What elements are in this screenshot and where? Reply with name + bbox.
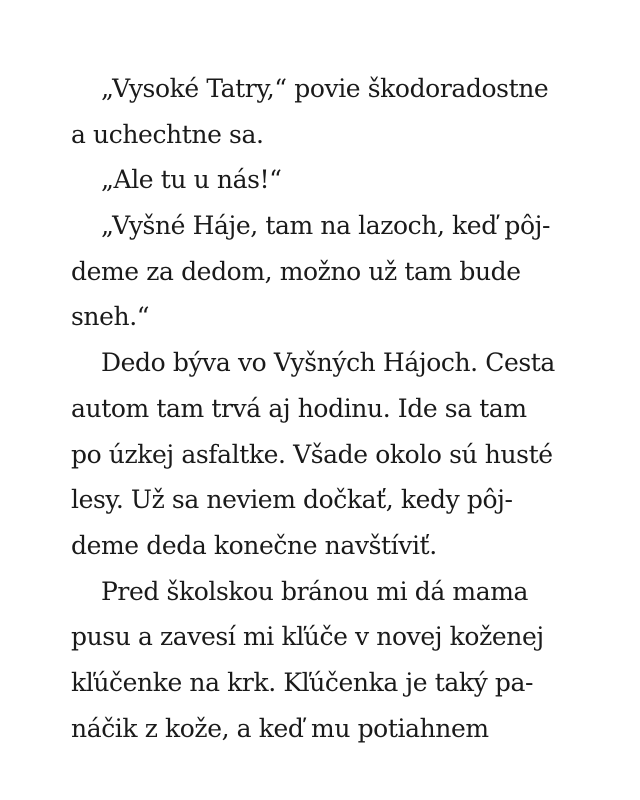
text-line: po úzkej asfaltke. Všade okolo sú husté [71, 439, 553, 469]
text-line: „Ale tu u nás!“ [101, 165, 282, 195]
body-text [71, 70, 591, 755]
text-line: autom tam trvá aj hodinu. Ide sa tam [71, 393, 527, 423]
text-line: deme za dedom, možno už tam bude [71, 256, 521, 286]
text-line: Dedo býva vo Vyšných Hájoch. Cesta [101, 348, 555, 378]
text-line: náčik z kože, a keď mu potiahnem [71, 713, 489, 743]
text-line: „Vyšné Háje, tam na lazoch, keď pôj- [101, 211, 550, 241]
text-line: deme deda konečne navštíviť. [71, 530, 437, 560]
text-line: kľúčenke na krk. Kľúčenka je taký pa- [71, 667, 534, 697]
text-line: a uchechtne sa. [71, 119, 264, 149]
text-line: lesy. Už sa neviem dočkať, kedy pôj- [71, 485, 513, 515]
text-line: „Vysoké Tatry,“ povie škodoradostne [101, 74, 549, 103]
text-line: pusu a zavesí mi kľúče v novej koženej [71, 622, 544, 652]
text-line: sneh.“ [71, 302, 150, 332]
text-line: Pred školskou bránou mi dá mama [101, 576, 529, 606]
